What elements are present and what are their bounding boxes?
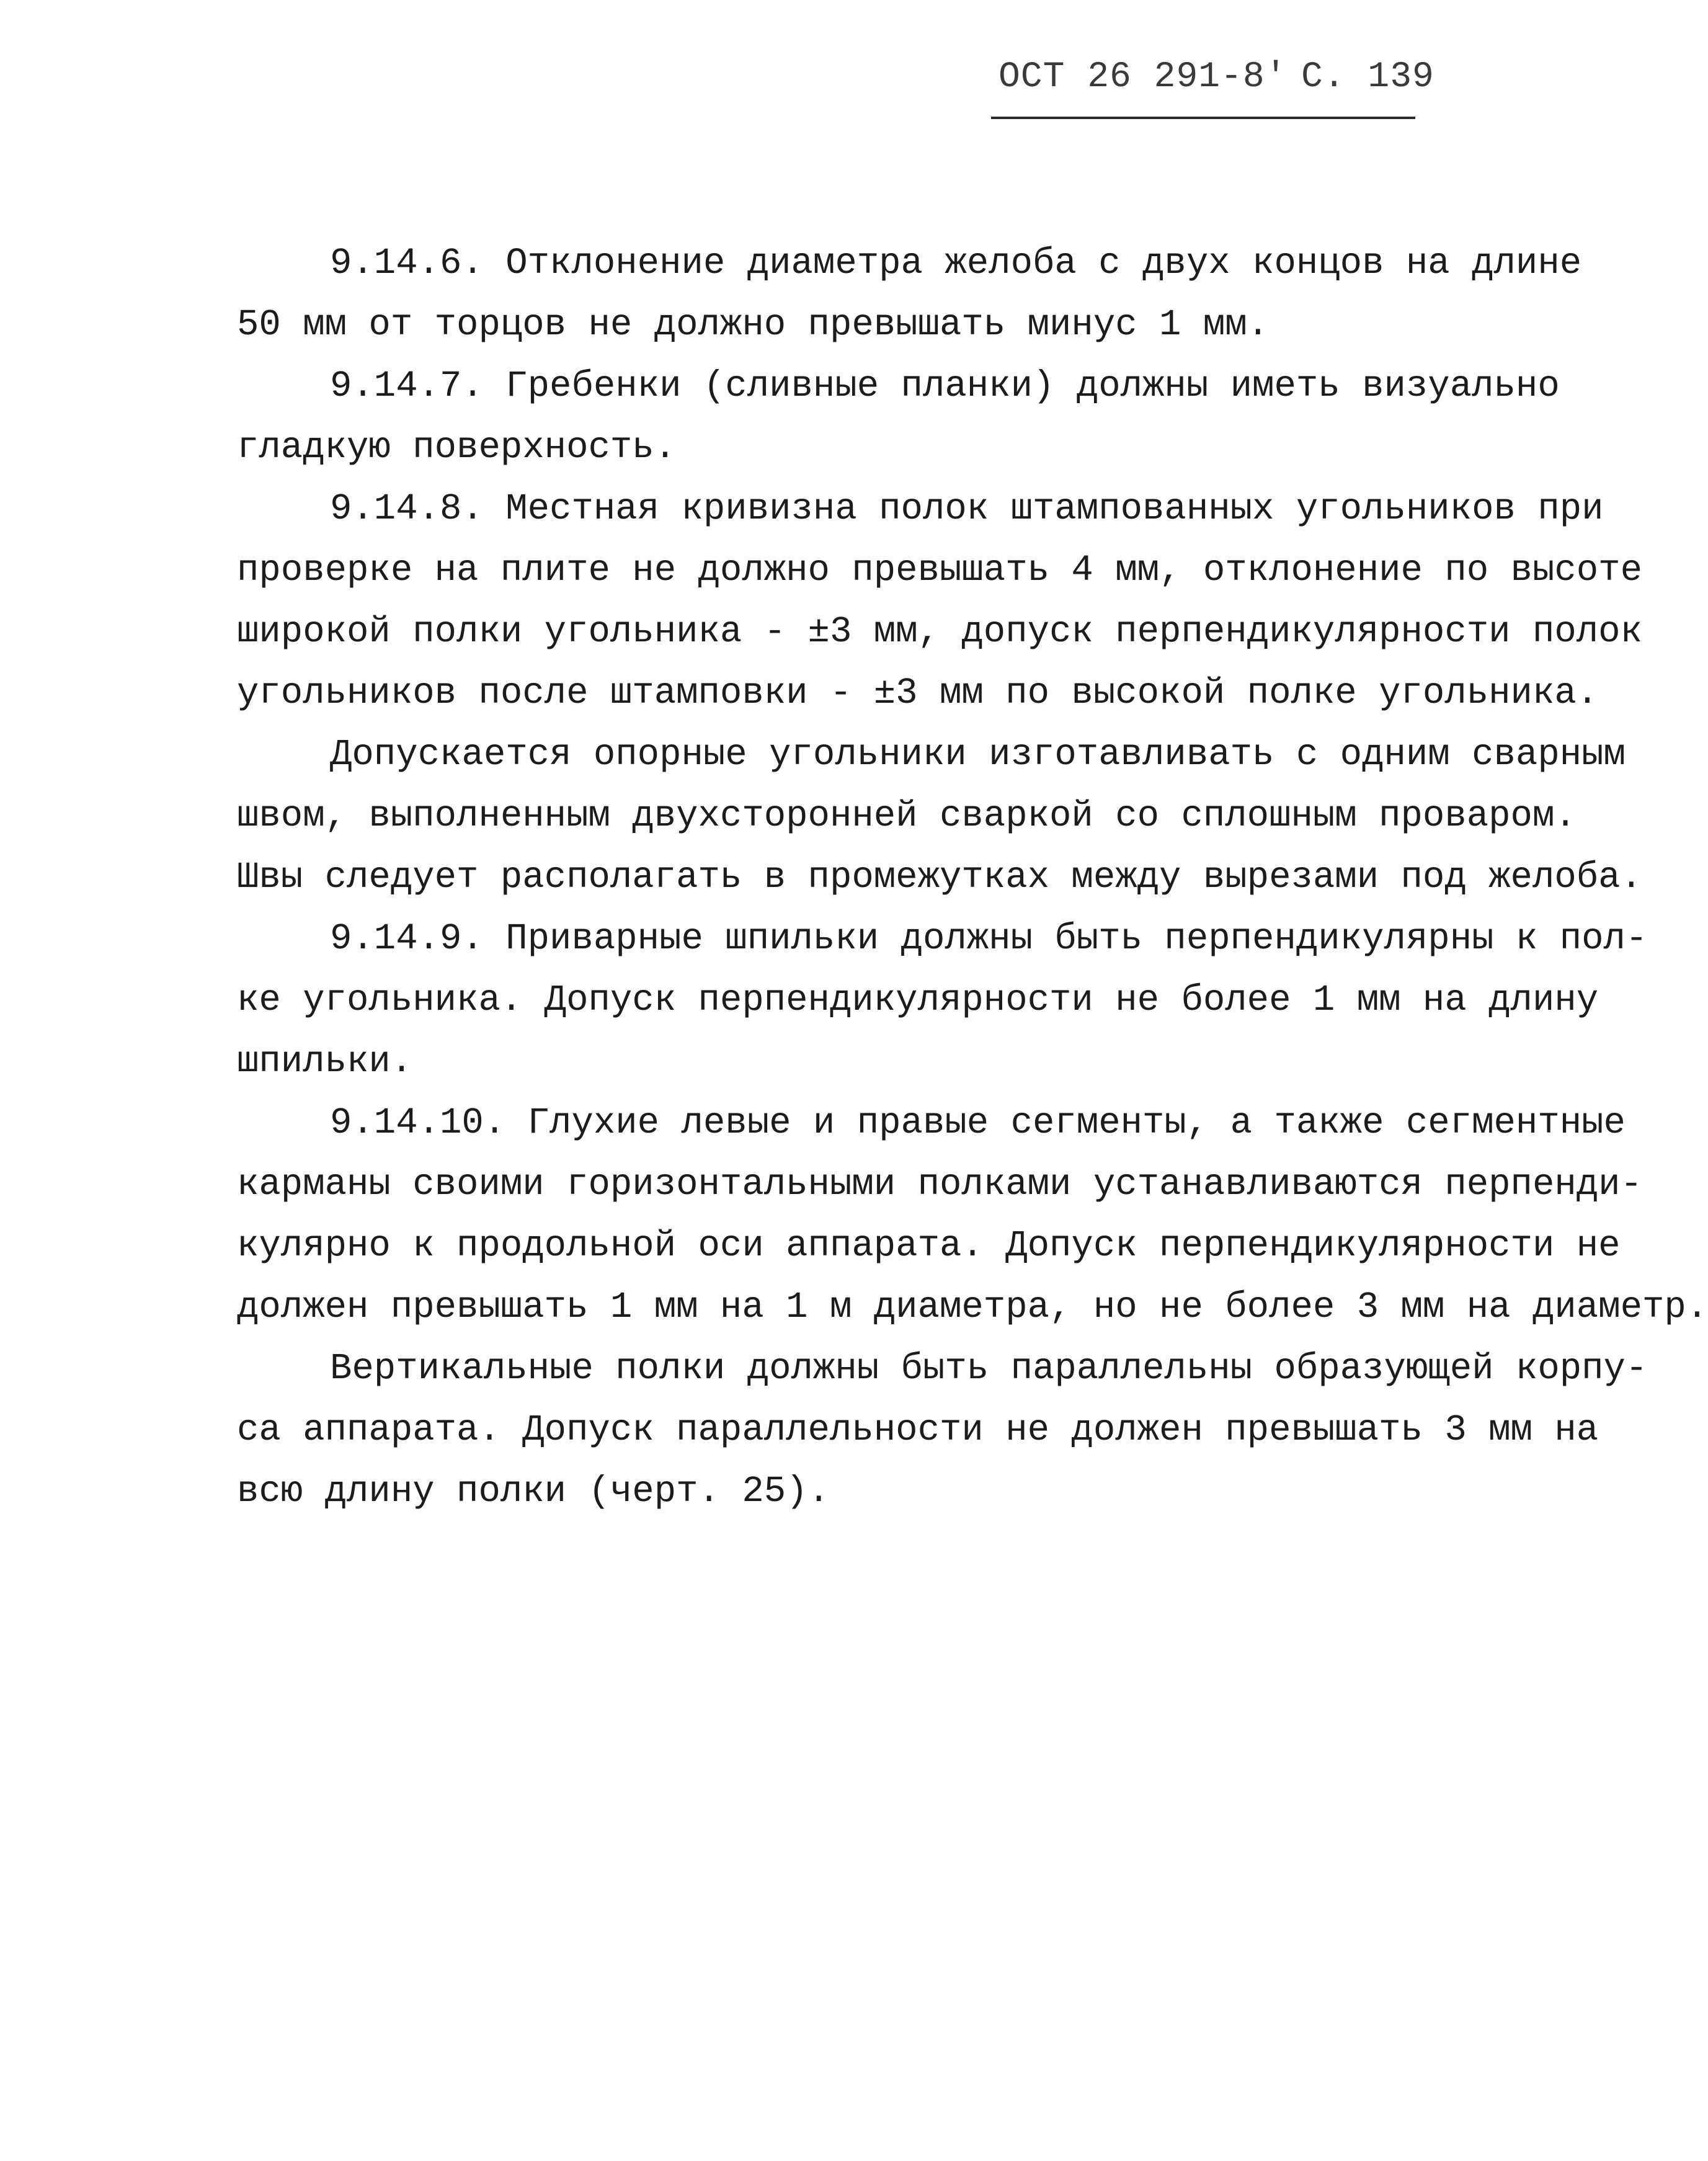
text-line: Вертикальные полки должны быть параллельны образующей корпу- [330,1348,1648,1389]
text-line: кулярно к продольной оси аппарата. Допуск перпендикулярности не [237,1225,1621,1267]
document-code: ОСТ 26 291-8' [999,57,1288,97]
text-line: 50 мм от торцов не должно превышать минус 1 мм. [237,304,1270,345]
paragraph-9-14-9 [237,908,1648,1092]
text-line: должен превышать 1 мм на 1 м диаметра, но не более 3 мм на диаметр. [237,1286,1708,1328]
text-line: 9.14.9. Приварные шпильки должны быть перпендикулярны к пол- [330,918,1648,960]
page-number: С. 139 [1301,57,1434,97]
text-line: широкой полки угольника - ±3 мм, допуск перпендикулярности полок [237,611,1642,653]
paragraph-9-14-10 [237,1092,1708,1338]
text-line: 9.14.10. Глухие левые и правые сегменты, а также сегментные [330,1102,1626,1144]
text-line: ке угольника. Допуск перпендикулярности не более 1 мм на длину [237,979,1599,1021]
text-line: 9.14.8. Местная кривизна полок штампованных угольников при [330,488,1604,530]
paragraph-9-14-8 [237,478,1642,724]
text-line: шпильки. [237,1041,413,1082]
text-line: Швы следует располагать в промежутках между вырезами под желоба. [237,857,1642,898]
text-line: са аппарата. Допуск параллельности не должен превышать 3 мм на [237,1409,1599,1451]
text-line: карманы своими горизонтальными полками устанавливаются перпенди- [237,1164,1642,1205]
paragraph-vertical-shelves [237,1338,1648,1522]
text-line: 9.14.6. Отклонение диаметра желоба с двух концов на длине [330,243,1582,284]
text-line: проверке на плите не должно превышать 4 мм, отклонение по высоте [237,550,1642,591]
text-line: угольников после штамповки - ±3 мм по высокой полке угольника. [237,672,1599,714]
text-line: всю длину полки (черт. 25). [237,1471,830,1512]
paragraph-9-14-7 [237,355,1560,478]
text-line: швом, выполненным двухсторонней сваркой со сплошным проваром. [237,795,1577,837]
text-line: Допускается опорные угольники изготавливать с одним сварным [330,734,1626,775]
document-body [237,233,1708,1522]
paragraph-9-14-6 [237,233,1582,355]
page-header [991,48,1434,119]
text-line: 9.14.7. Гребенки (сливные планки) должны иметь визуально [330,365,1560,407]
text-line: гладкую поверхность. [237,427,677,468]
paragraph-welds [237,724,1642,908]
